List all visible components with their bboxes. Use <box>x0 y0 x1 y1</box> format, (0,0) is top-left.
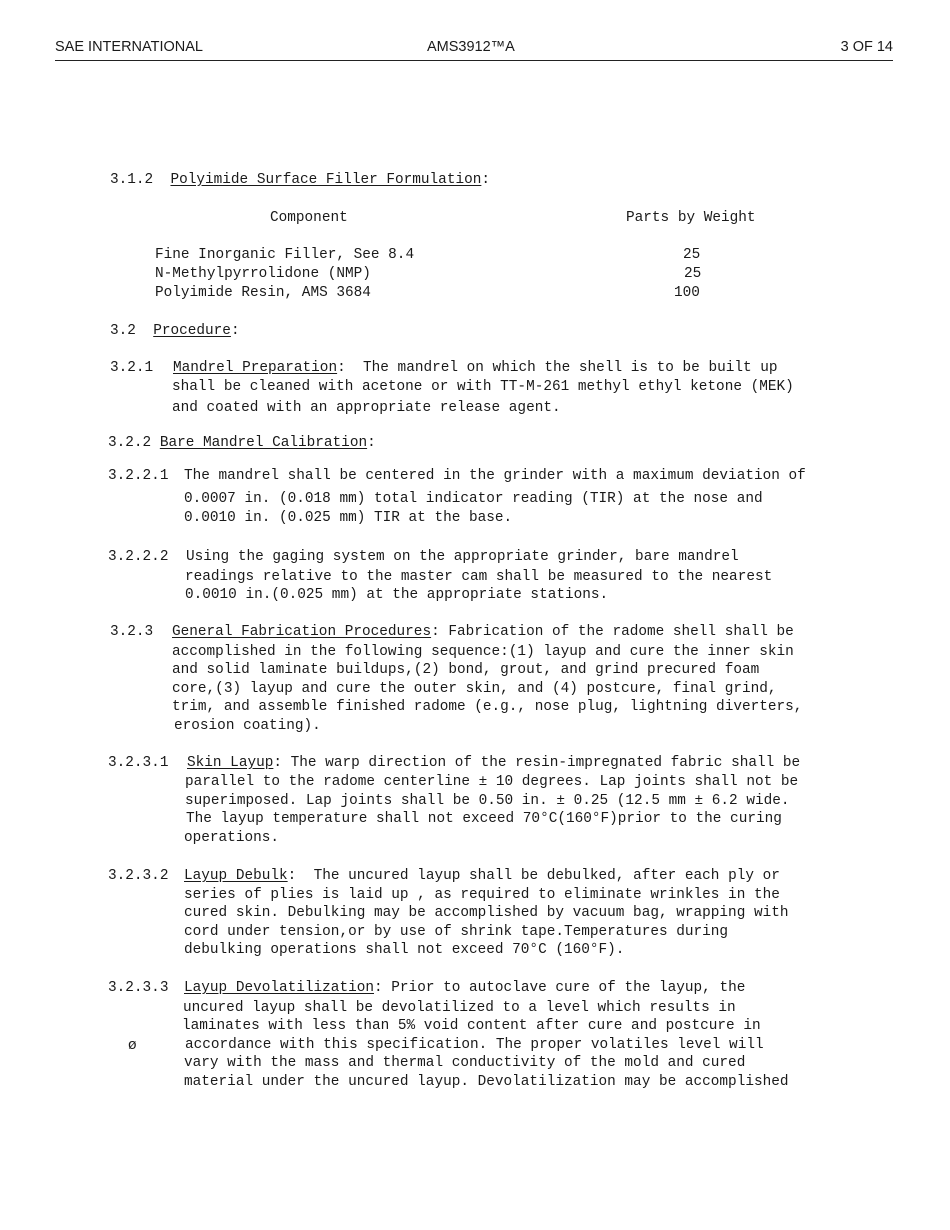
section-number: 3.2.3.2 <box>108 868 169 884</box>
paragraph-line: Layup Debulk: The uncured layup shall be debulked, after each ply or <box>184 868 780 884</box>
section-title: General Fabrication Procedures <box>172 624 432 640</box>
paragraph-line: trim, and assemble finished radome (e.g., nose plug, lightning diverters, <box>172 699 803 715</box>
revision-marker: ø <box>128 1038 137 1054</box>
paragraph-line: superimposed. Lap joints shall be 0.50 in. ± 0.25 (12.5 mm ± 6.2 wide. <box>185 793 790 809</box>
paragraph-line: 0.0007 in. (0.018 mm) total indicator reading (TIR) at the nose and <box>184 491 763 507</box>
paragraph-line: cord under tension,or by use of shrink tape.Temperatures during <box>184 924 729 940</box>
section-title: Mandrel Preparation <box>173 360 338 376</box>
paragraph-line: uncured layup shall be devolatilized to a level which results in <box>183 1000 736 1016</box>
component-cell: N-Methylpyrrolidone (NMP) <box>155 266 371 282</box>
paragraph-line: shall be cleaned with acetone or with TT-M-261 methyl ethyl ketone (MEK) <box>172 379 794 395</box>
paragraph-line: core,(3) layup and cure the outer skin, and (4) postcure, final grind, <box>172 681 777 697</box>
section-number: 3.1.2 <box>110 172 154 188</box>
paragraph-line: Using the gaging system on the appropriate grinder, bare mandrel <box>186 549 739 565</box>
paragraph-line: series of plies is laid up , as required to eliminate wrinkles in the <box>184 887 780 903</box>
paragraph-line: and solid laminate buildups,(2) bond, grout, and grind precured foam <box>172 662 760 678</box>
parts-cell: 25 <box>683 247 701 263</box>
section-number: 3.2.2.2 <box>108 549 169 565</box>
paragraph-line: The layup temperature shall not exceed 70°C(160°F)prior to the curing <box>186 811 782 827</box>
section-title: Layup Debulk <box>184 868 288 884</box>
paragraph-line: laminates with less than 5% void content after cure and postcure in <box>182 1018 761 1034</box>
paragraph-line: 0.0010 in. (0.025 mm) TIR at the base. <box>184 510 513 526</box>
paragraph-line: The mandrel shall be centered in the grinder with a maximum deviation of <box>184 468 806 484</box>
component-cell: Polyimide Resin, AMS 3684 <box>155 285 371 301</box>
section-title: Layup Devolatilization <box>184 980 374 996</box>
paragraph-line: debulking operations shall not exceed 70°C (160°F). <box>184 942 625 958</box>
paragraph-line: readings relative to the master cam shall be measured to the nearest <box>185 569 773 585</box>
section-number: 3.2.3.1 <box>108 755 169 771</box>
section-3-2-2-heading: 3.2.2 Bare Mandrel Calibration: <box>108 435 376 451</box>
page-header <box>55 38 893 61</box>
section-title: Skin Layup <box>187 755 274 771</box>
section-title: Polyimide Surface Filler Formulation <box>170 172 482 188</box>
component-cell: Fine Inorganic Filler, See 8.4 <box>155 247 415 263</box>
paragraph-line: and coated with an appropriate release agent. <box>172 400 561 416</box>
header-page-number: 3 OF 14 <box>840 39 893 55</box>
paragraph-line: accomplished in the following sequence:(1) layup and cure the inner skin <box>172 644 794 660</box>
header-org: SAE INTERNATIONAL <box>55 39 203 55</box>
section-number: 3.2.1 <box>110 360 154 376</box>
section-title: Procedure <box>153 323 231 339</box>
paragraph-line: erosion coating). <box>174 718 321 734</box>
paragraph-line: vary with the mass and thermal conductivity of the mold and cured <box>184 1055 746 1071</box>
parts-cell: 100 <box>674 285 700 301</box>
paragraph-line: Skin Layup: The warp direction of the resin-impregnated fabric shall be <box>187 755 801 771</box>
parts-cell: 25 <box>684 266 702 282</box>
section-title: Bare Mandrel Calibration <box>159 435 368 451</box>
section-number: 3.2 <box>110 323 136 339</box>
paragraph-line: operations. <box>184 830 279 846</box>
column-header-parts: Parts by Weight <box>626 210 756 226</box>
section-number: 3.2.3 <box>110 624 154 640</box>
paragraph-line: cured skin. Debulking may be accomplished by vacuum bag, wrapping with <box>184 905 789 921</box>
paragraph-line: General Fabrication Procedures: Fabrication of the radome shell shall be <box>172 624 794 640</box>
paragraph-line: material under the uncured layup. Devolatilization may be accomplished <box>184 1074 789 1090</box>
paragraph-line: Mandrel Preparation: The mandrel on which the shell is to be built up <box>173 360 778 376</box>
section-number: 3.2.2 <box>108 435 152 451</box>
section-3-2-heading: 3.2 Procedure: <box>110 323 240 339</box>
paragraph-line: parallel to the radome centerline ± 10 degrees. Lap joints shall not be <box>185 774 799 790</box>
paragraph-line: accordance with this specification. The proper volatiles level will <box>185 1037 764 1053</box>
section-number: 3.2.3.3 <box>108 980 169 996</box>
column-header-component: Component <box>270 210 348 226</box>
section-number: 3.2.2.1 <box>108 468 169 484</box>
header-doc-id: AMS3912™A <box>427 39 515 55</box>
paragraph-line: 0.0010 in.(0.025 mm) at the appropriate stations. <box>185 587 609 603</box>
section-3-1-2-heading: 3.1.2 Polyimide Surface Filler Formulation: <box>110 172 490 188</box>
paragraph-line: Layup Devolatilization: Prior to autoclave cure of the layup, the <box>184 980 746 996</box>
